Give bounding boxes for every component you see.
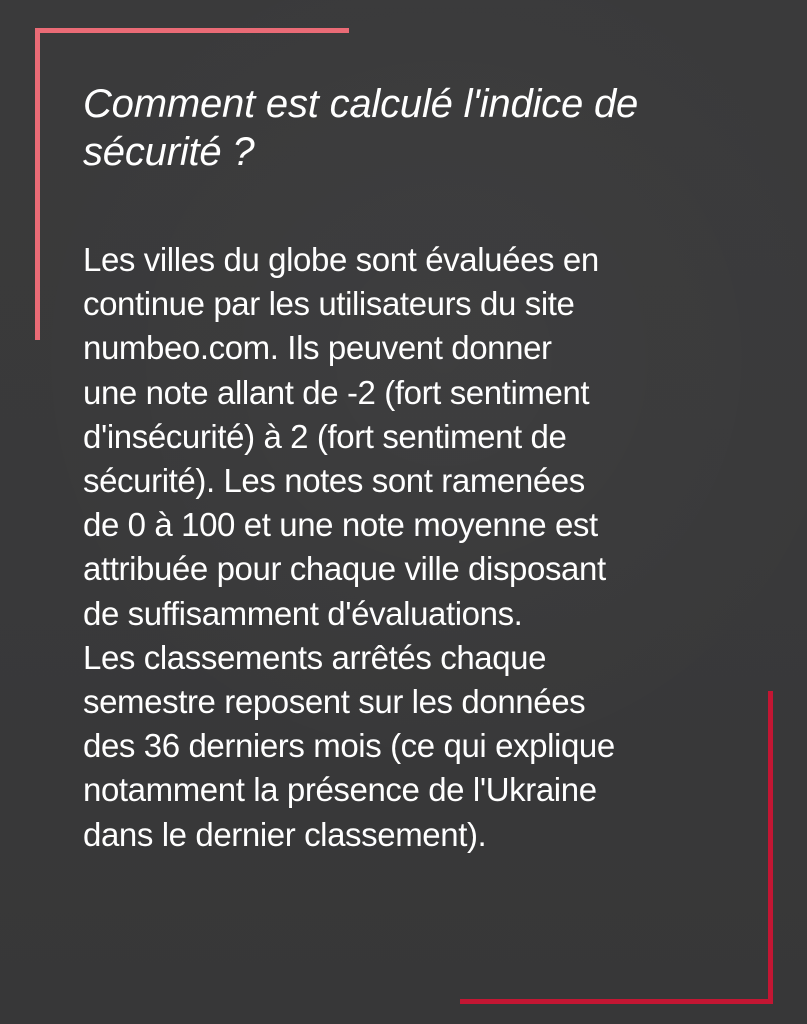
title-line: sécurité ? xyxy=(83,130,255,174)
explanation-paragraph xyxy=(83,238,743,857)
body-line: semestre reposent sur les données xyxy=(83,683,586,721)
body-line: continue par les utilisateurs du site xyxy=(83,285,575,323)
top-left-accent-vertical xyxy=(35,28,40,340)
body-line: Les villes du globe sont évaluées en xyxy=(83,241,599,278)
body-line: attribuée pour chaque ville disposant xyxy=(83,550,606,588)
card-content xyxy=(83,80,743,857)
body-line: une note allant de -2 (fort sentiment xyxy=(83,373,590,411)
body-line: des 36 derniers mois (ce qui explique xyxy=(83,727,615,765)
bottom-right-accent-horizontal xyxy=(460,999,773,1004)
bottom-right-accent-vertical xyxy=(768,691,773,1004)
body-line: dans le dernier classement). xyxy=(83,815,487,853)
body-line: notamment la présence de l'Ukraine xyxy=(83,771,597,809)
body-line: Les classements arrêtés chaque xyxy=(83,638,547,676)
body-line: d'insécurité) à 2 (fort sentiment de xyxy=(83,417,567,455)
top-left-accent-horizontal xyxy=(35,28,349,33)
title-line: Comment est calculé l'indice de xyxy=(83,82,639,126)
body-line: de 0 à 100 et une note moyenne est xyxy=(83,506,598,544)
body-line: sécurité). Les notes sont ramenées xyxy=(83,462,585,500)
page-title xyxy=(83,80,743,176)
body-line: de suffisamment d'évaluations. xyxy=(83,594,523,632)
body-line: numbeo.com. Ils peuvent donner xyxy=(83,329,552,367)
